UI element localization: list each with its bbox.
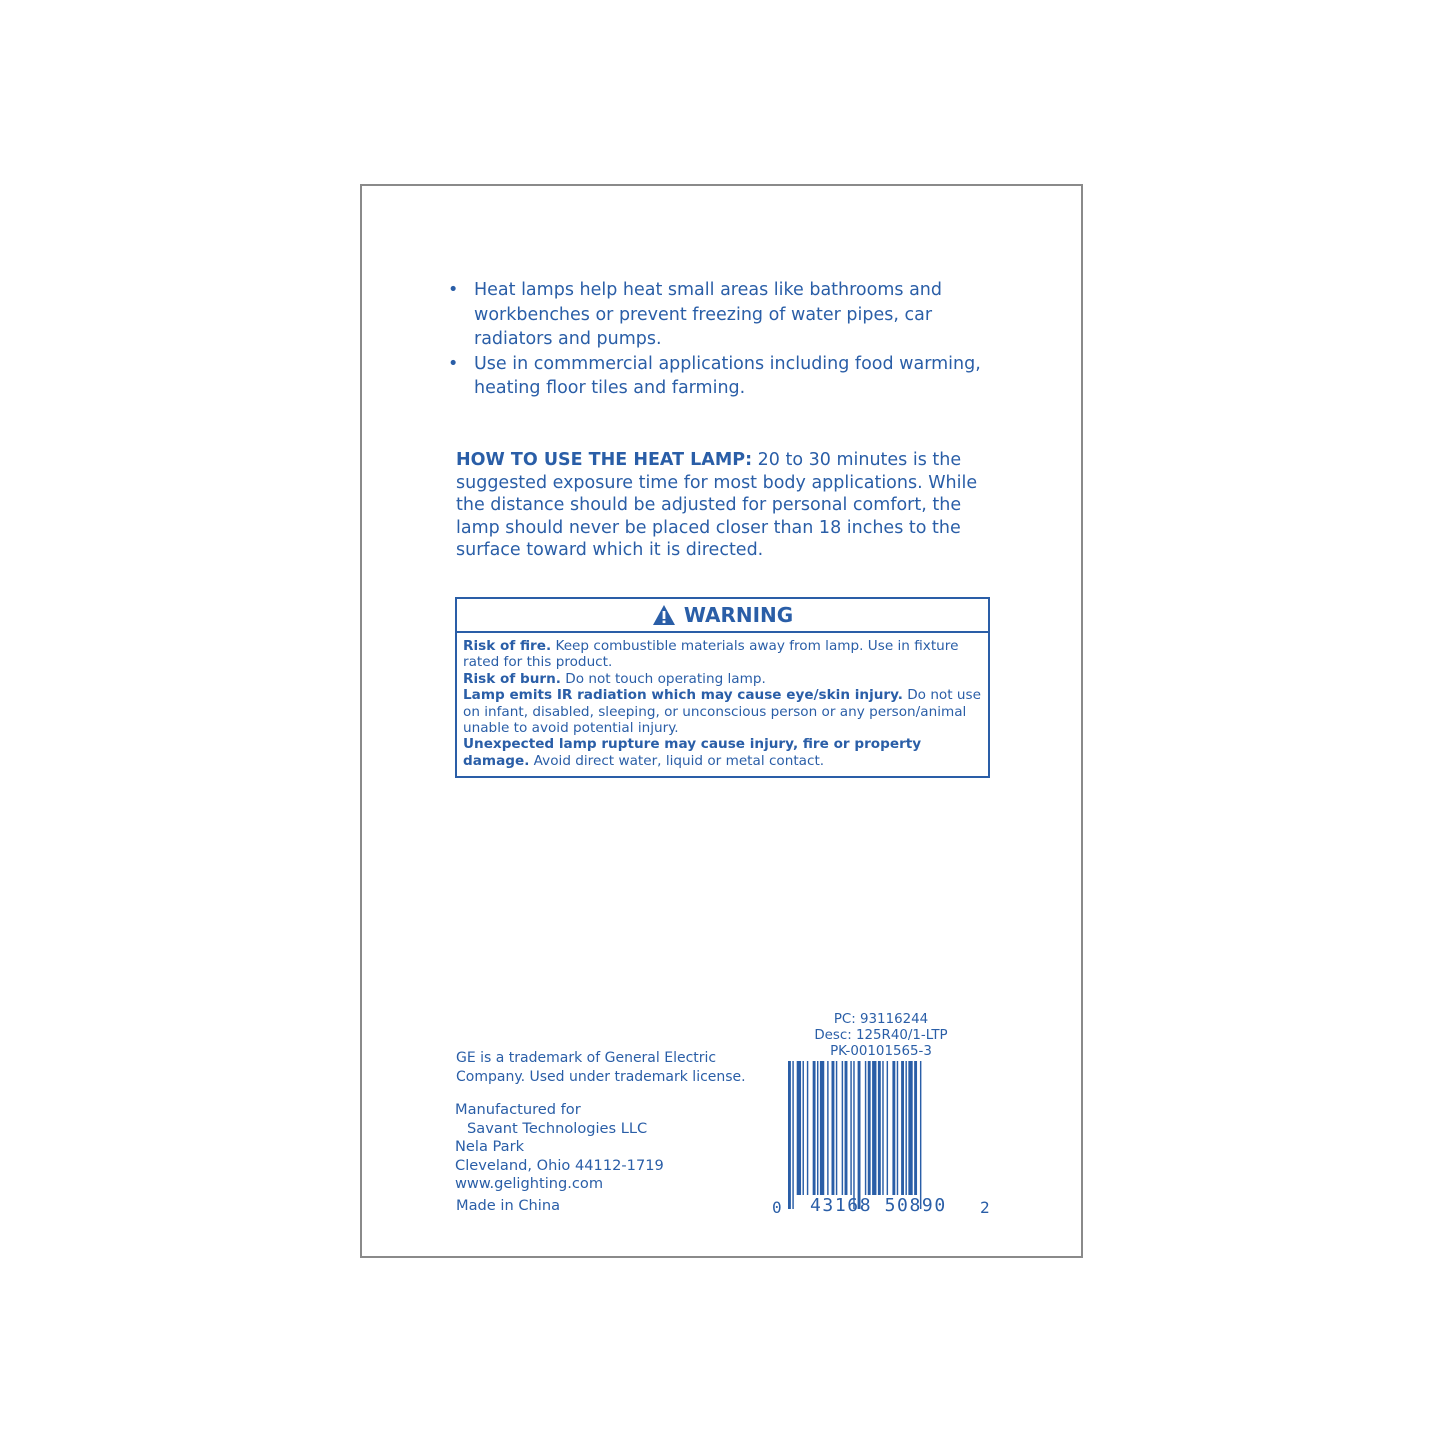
how-to-use-heading: HOW TO USE THE HEAT LAMP:: [456, 450, 753, 470]
barcode-bar: [908, 1061, 912, 1195]
warning-box: [455, 597, 990, 778]
barcode-bar: [820, 1061, 824, 1195]
barcode-bar: [882, 1061, 883, 1195]
warning-item-bold: Unexpected lamp rupture may cause injury, fire or property damage.: [463, 736, 922, 769]
barcode-bar: [914, 1061, 917, 1195]
bullet-dot: •: [448, 280, 459, 300]
manufacturer-line: Cleveland, Ohio 44112-1719: [455, 1156, 664, 1174]
barcode-bar: [827, 1061, 828, 1195]
warning-item-text: Avoid direct water, liquid or metal contact.: [529, 752, 825, 769]
barcode-bar: [897, 1061, 898, 1195]
trademark-notice: GE is a trademark of General Electric Company. Used under trademark license.: [456, 1050, 746, 1085]
warning-item: [463, 671, 982, 687]
warning-triangle-icon: [652, 604, 676, 626]
warning-item: [463, 736, 982, 769]
barcode-bar: [836, 1061, 837, 1195]
barcode-bar: [792, 1061, 793, 1209]
barcode-number: 43168 50890: [810, 1195, 947, 1216]
product-code-desc: Desc: 125R40/1-LTP: [814, 1028, 948, 1044]
warning-item: [463, 638, 982, 671]
feature-text: Heat lamps help heat small areas like bathrooms and workbenches or prevent freezing of water pipes, car radiators and pumps.: [474, 280, 942, 349]
barcode-image: [786, 1061, 974, 1209]
warning-title: WARNING: [683, 603, 794, 627]
product-code-pc: PC: 93116244: [833, 1012, 929, 1027]
product-codes: [800, 1012, 962, 1061]
warning-item-text: Keep combustible materials away from lamp. Use in fixture rated for this product.: [463, 638, 959, 671]
barcode-right-digit: 2: [980, 1198, 990, 1217]
barcode-bar: [887, 1061, 888, 1195]
how-to-use-text: 20 to 30 minutes is the suggested exposure time for most body applications. While the distance should be adjusted for personal comfort, the lamp should never be placed closer than 18 inches to the surface toward which it is directed.: [456, 450, 978, 561]
manufacturer-name: Savant Technologies LLC: [467, 1119, 648, 1137]
product-code-pk: PK-00101565-3: [830, 1044, 932, 1060]
how-to-use-paragraph: [456, 449, 996, 562]
barcode-bar: [853, 1061, 854, 1209]
manufacturer-line: Manufactured for: [455, 1101, 581, 1118]
manufacturer-website: www.gelighting.com: [455, 1175, 604, 1192]
manufacturer-info: [455, 1101, 755, 1194]
barcode-bar: [901, 1061, 904, 1195]
warning-item-bold: Risk of fire.: [463, 638, 552, 654]
warning-header: [457, 599, 988, 633]
warning-item-text: Do not touch operating lamp.: [560, 670, 766, 687]
barcode-bar: [817, 1061, 818, 1195]
barcode-bar: [797, 1061, 801, 1195]
barcode-bar: [905, 1061, 906, 1195]
bullet-dot: •: [448, 353, 459, 374]
barcode-left-digit: 0: [772, 1198, 782, 1217]
barcode-bar: [892, 1061, 895, 1195]
feature-list: [448, 278, 1008, 401]
warning-item-text: Do not use on infant, disabled, sleeping, or unconscious person or any person/animal unable to avoid potential injury.: [463, 687, 981, 737]
barcode-bar: [920, 1061, 921, 1209]
barcode-bar: [878, 1061, 881, 1195]
feature-item: [448, 278, 1008, 352]
barcode-bar: [872, 1061, 876, 1195]
warning-item: [463, 687, 982, 736]
manufacturer-line: Nela Park: [455, 1138, 525, 1155]
barcode-bar: [845, 1061, 848, 1195]
barcode-bar: [803, 1061, 804, 1195]
warning-item-bold: Lamp emits IR radiation which may cause eye/skin injury.: [463, 687, 903, 704]
barcode-bar: [850, 1061, 851, 1195]
feature-item: [448, 352, 1008, 401]
barcode-bar: [842, 1061, 843, 1195]
barcode-bar: [807, 1061, 808, 1195]
feature-text: Use in commmercial applications including food warming, heating floor tiles and farming.: [474, 353, 981, 398]
barcode-bar: [813, 1061, 816, 1195]
barcode-bar: [858, 1061, 861, 1209]
barcode-bar: [868, 1061, 871, 1195]
barcode-bar: [865, 1061, 866, 1195]
made-in-label: Made in China: [456, 1197, 561, 1214]
warning-item-bold: Risk of burn.: [463, 670, 561, 687]
barcode-bar: [788, 1061, 791, 1209]
warning-body: [457, 633, 988, 769]
barcode-bar: [832, 1061, 835, 1195]
